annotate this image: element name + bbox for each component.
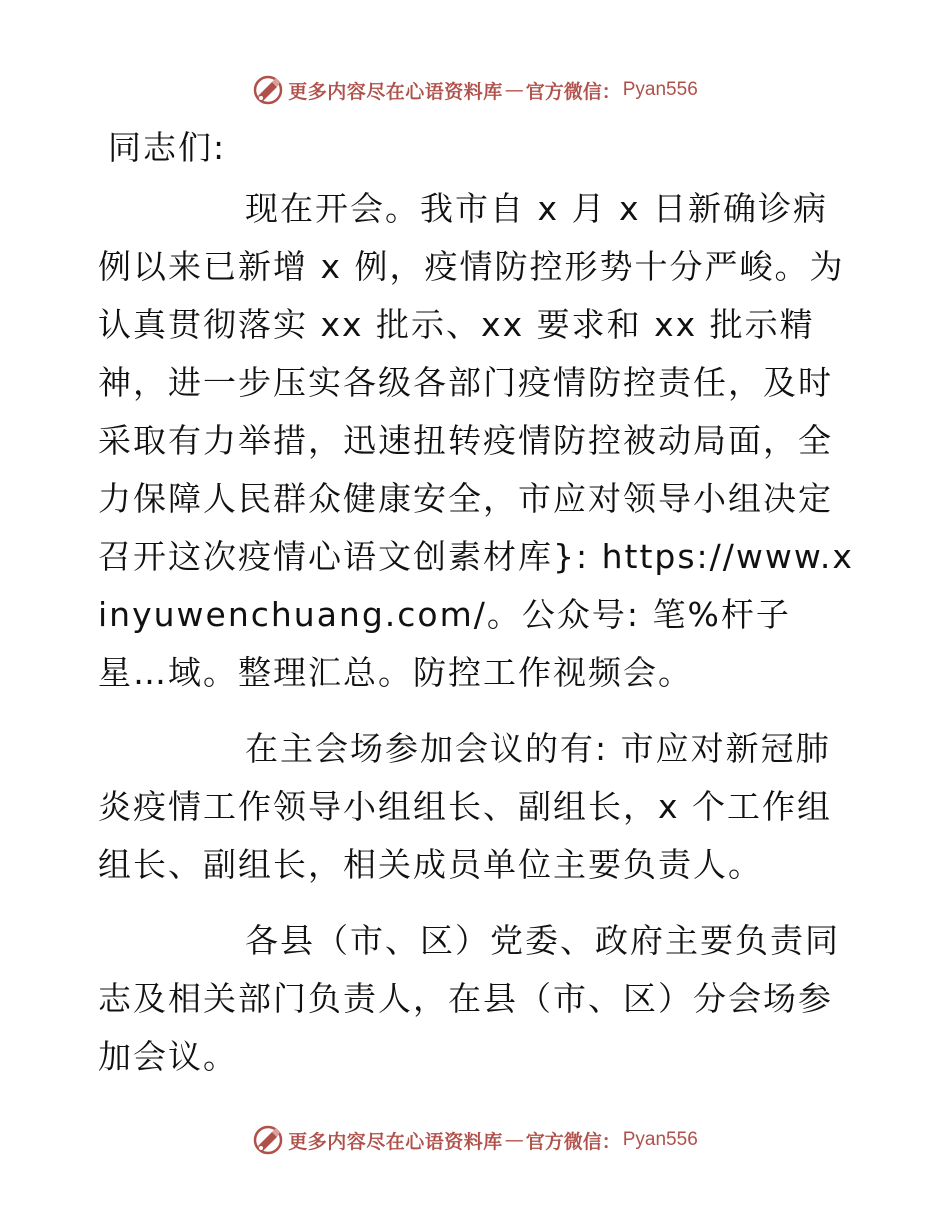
header-wechat-id: Pyan556 xyxy=(622,79,698,100)
footer-banner xyxy=(0,1120,950,1160)
header-banner xyxy=(0,70,950,110)
footer-wechat-label: 官方微信： xyxy=(525,1130,621,1153)
footer-wechat-id: Pyan556 xyxy=(622,1129,698,1150)
paragraph-main-venue: 在主会场参加会议的有: 市应对新冠肺炎疫情工作领导小组组长、副组长，x 个工作组组长、副组长，相关成员单位主要负责人。 xyxy=(98,729,833,884)
salutation: 同志们: xyxy=(108,128,227,167)
paragraph-opening: 现在开会。我市自 x 月 x 日新确诊病例以来已新增 x 例，疫情防控形势十分严峻。为认真贯彻落实 xx 批示、xx 要求和 xx 批示精神，进一步压实各级各部门疫情防控责任，及时采取有力举措，迅速扭转疫情防控被动局面，全力保障人民群众健康安全，市应对领导小组决定召开这次疫情心语文创素材库}: https://www.xinyuwenchuang.com/。公众号: 笔%杆子星…域。整理汇总。防控工作视频会。 xyxy=(98,189,854,692)
pen-nib-logo-icon xyxy=(252,1124,284,1156)
paragraph-branch-venues: 各县（市、区）党委、政府主要负责同志及相关部门负责人，在县（市、区）分会场参加会议。 xyxy=(98,921,840,1076)
footer-site-text: 更多内容尽在心语资料库 xyxy=(288,1130,503,1153)
header-wechat-label: 官方微信： xyxy=(525,80,621,103)
document-body xyxy=(98,124,858,1104)
pen-nib-logo-icon xyxy=(252,74,284,106)
footer-separator: — xyxy=(504,1129,524,1151)
header-site-text: 更多内容尽在心语资料库 xyxy=(288,80,503,103)
header-separator: — xyxy=(504,79,524,101)
